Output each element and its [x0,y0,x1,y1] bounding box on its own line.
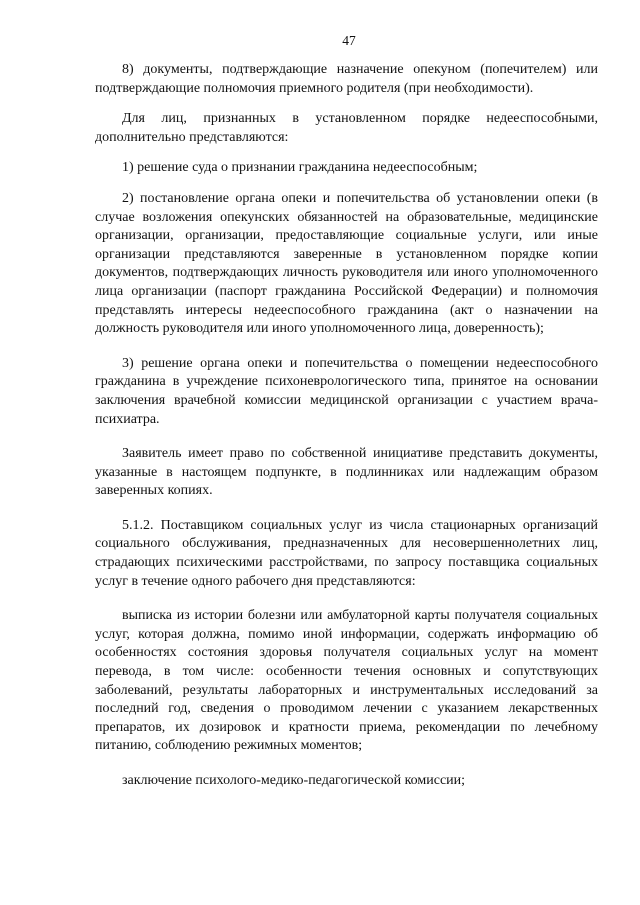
paragraph-applicant-right: Заявитель имеет право по собственной инициативе представить документы, указанные в настоящем подпункте, в подлинниках или надлежащим образом заверенных копиях. [95,446,598,499]
paragraph-pmpk-conclusion: заключение психолого-медико-педагогической комиссии; [122,773,466,788]
paragraph-item-2-guardianship-resolution: 2) постановление органа опеки и попечительства об установлении опеки (в случае возложения опекунских обязанностей на образовательные, медицинские организации, организации, предоставляющие социальные услуги, или иные организации представляются заверенные в установленном порядке копии документов, подтверждающих личность руководителя или иного уполномоченного лица организации (паспорт гражданина Российской Федерации) и полномочия представлять интересы недееспособного гражданина (акт о назначении на должность руководителя или иного уполномоченного лица, доверенность); [95,190,598,337]
paragraph-item-8-documents: 8) документы, подтверждающие назначение опекуном (попечителем) или подтверждающие полномочия приемного родителя (при необходимости). [95,62,598,96]
paragraph-section-5-1-2: 5.1.2. Поставщиком социальных услуг из числа стационарных организаций социального обслуживания, предназначенных для несовершеннолетних лиц, страдающих психическими расстройствами, по запросу поставщика социальных услуг в течение одного рабочего дня представляются: [95,517,598,589]
paragraph-incapacitated-intro: Для лиц, признанных в установленном порядке недееспособными, дополнительно представляются: [95,111,598,145]
paragraph-medical-extract: выписка из истории болезни или амбулаторной карты получателя социальных услуг, которая должна, помимо иной информации, содержать информацию об особенностях состояния здоровья получателя социальных услуг на момент перевода, в том числе: особенности течения основных и сопутствующих заболеваний, результаты лабораторных и инструментальных исследований за последний год, сведения о проводимом лечении с указанием лекарственных препаратов, их дозировок и кратности приема, рекомендации по лечебному питанию, соблюдению режимных моментов; [95,608,598,754]
page-number: 47 [342,33,356,48]
paragraph-item-3-placement-decision: 3) решение органа опеки и попечительства о помещении недееспособного гражданина в учреждение психоневрологического типа, принятое на основании заключения врачебной комиссии медицинской организации с участием врача-психиатра. [95,355,598,427]
paragraph-item-1-court-decision: 1) решение суда о признании гражданина недееспособным; [122,160,478,176]
